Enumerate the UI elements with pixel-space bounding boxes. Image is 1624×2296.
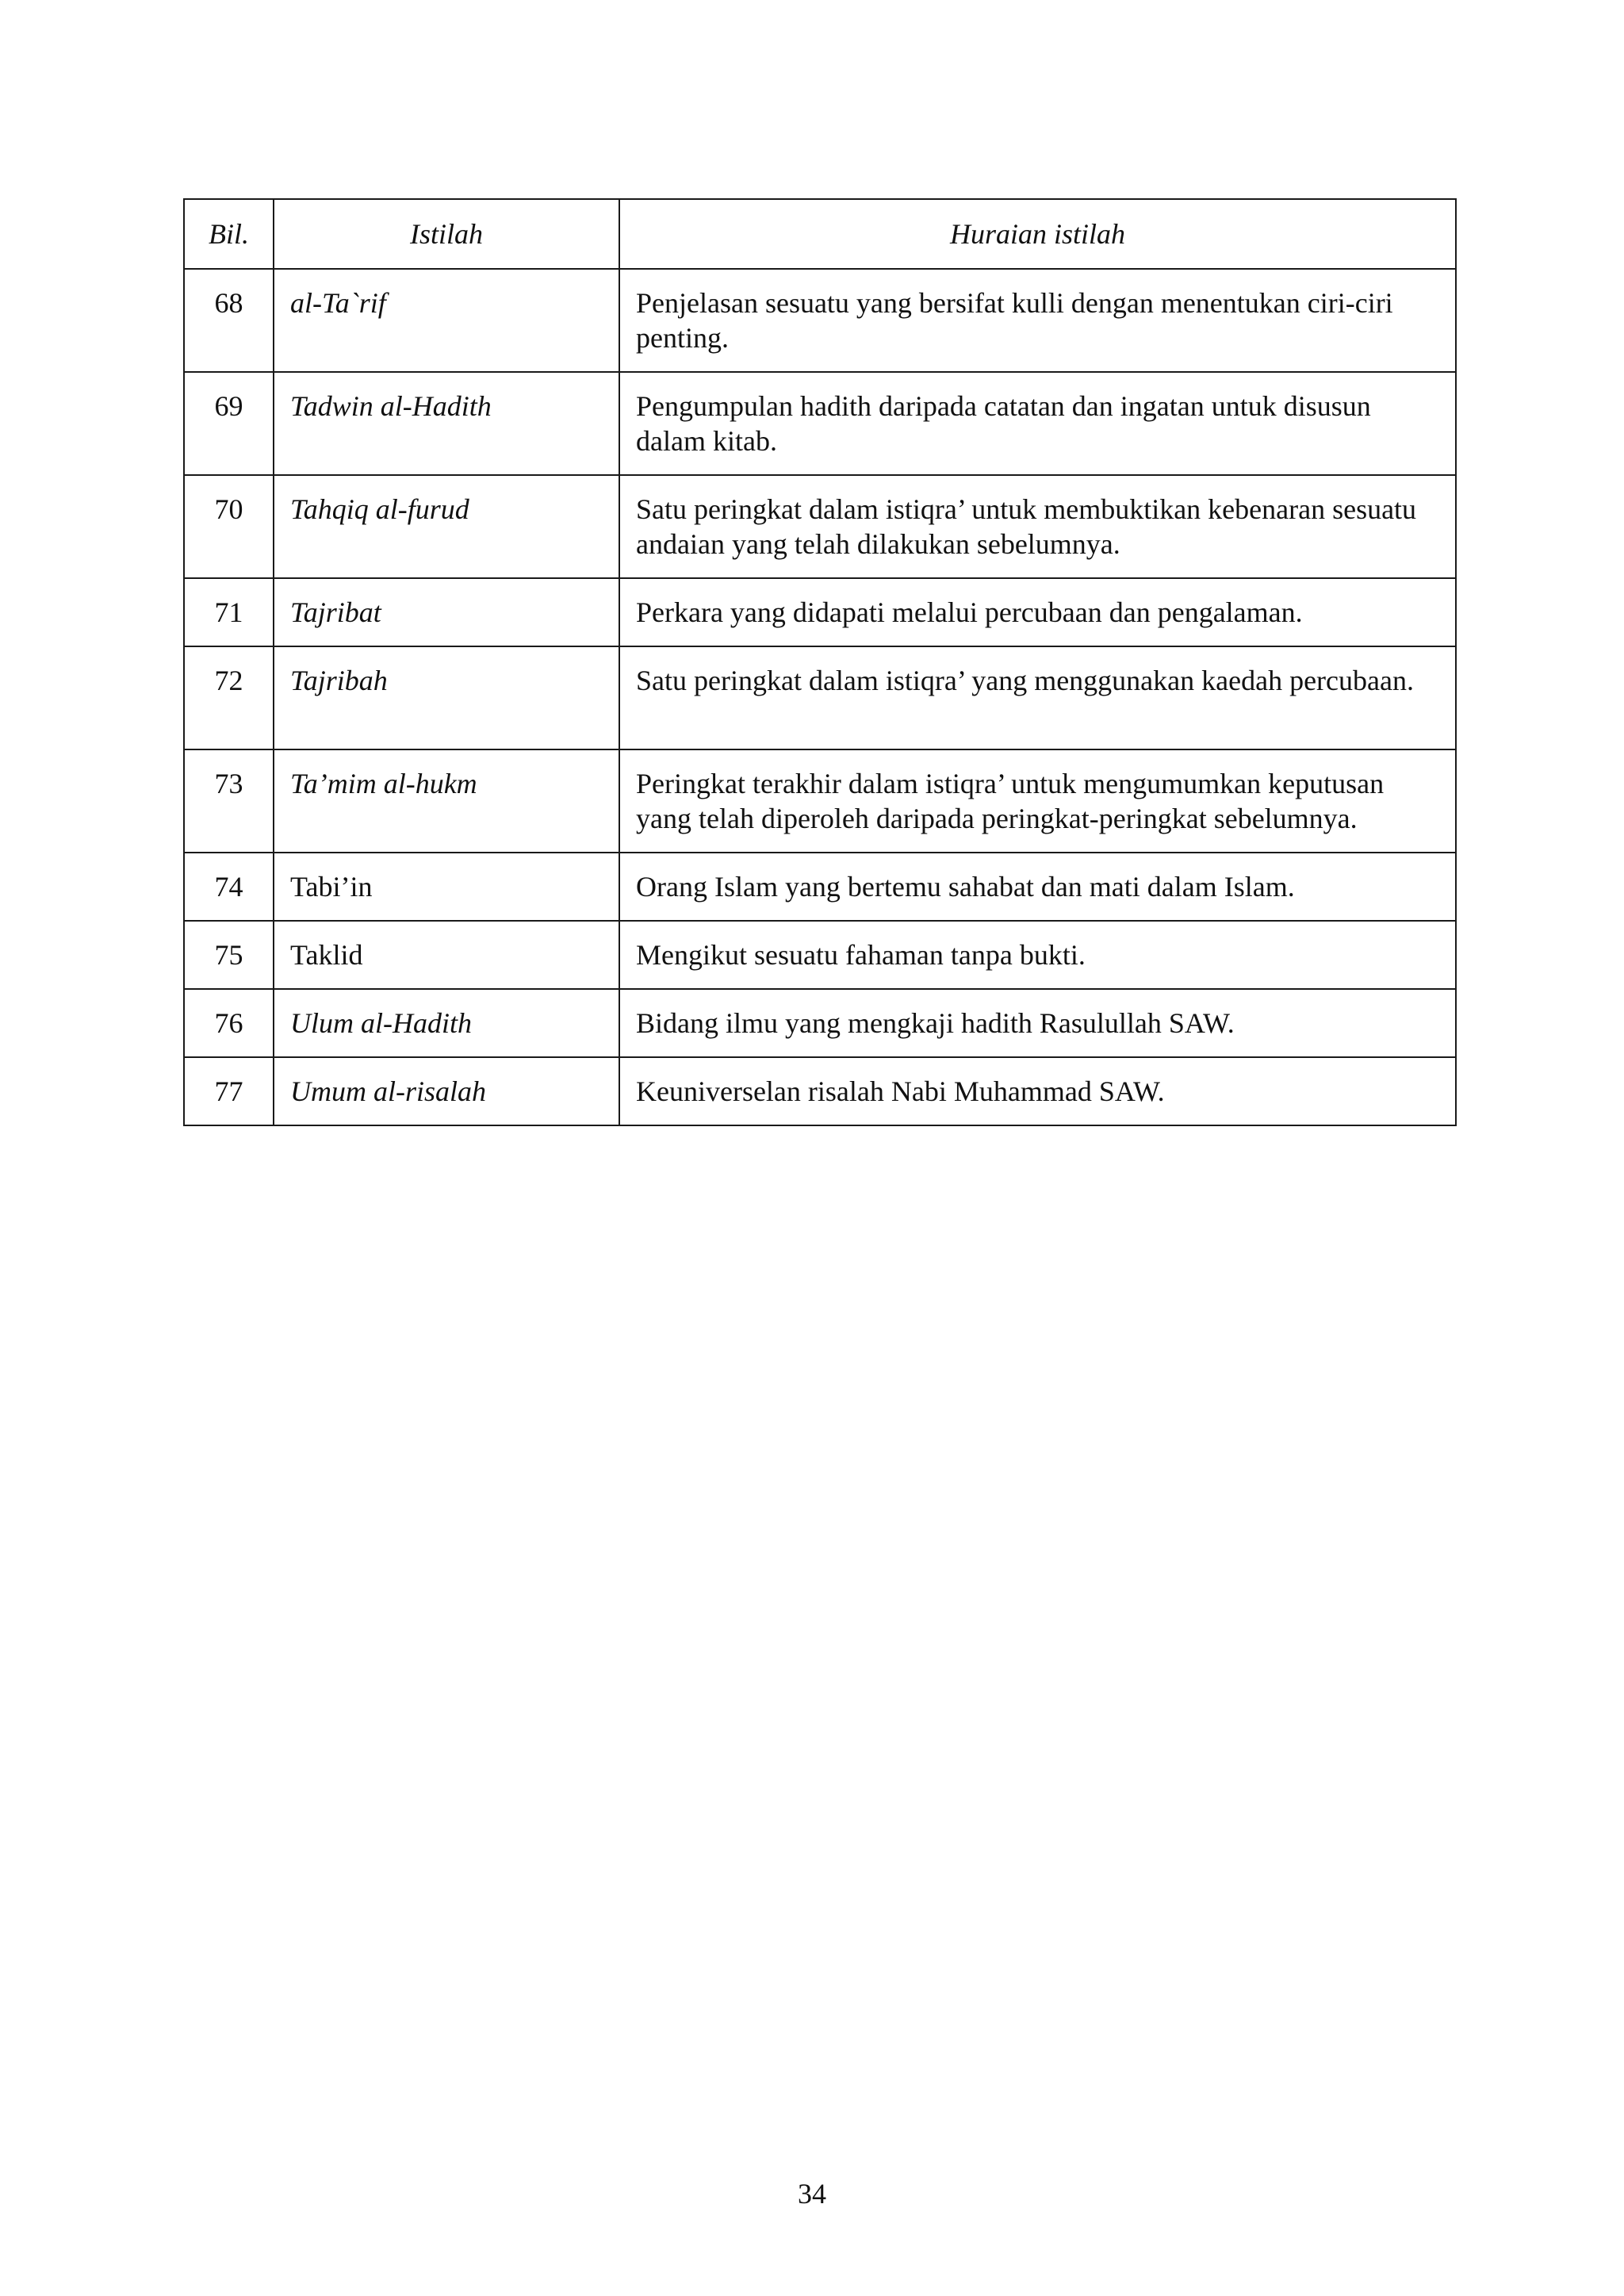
table-row — [184, 578, 1456, 646]
term-description: Pengumpulan hadith daripada catatan dan ingatan untuk disusun dalam kitab. — [619, 372, 1456, 475]
table-row — [184, 646, 1456, 749]
page-number: 34 — [798, 2178, 826, 2210]
term: al-Ta`rif — [274, 269, 619, 372]
table-row — [184, 1057, 1456, 1125]
header-huraian: Huraian istilah — [619, 199, 1456, 269]
term-description: Satu peringkat dalam istiqra’ yang menggunakan kaedah percubaan. — [619, 646, 1456, 749]
term-description: Penjelasan sesuatu yang bersifat kulli dengan menentukan ciri-ciri penting. — [619, 269, 1456, 372]
term: Umum al-risalah — [274, 1057, 619, 1125]
term: Ulum al-Hadith — [274, 989, 619, 1057]
row-number: 77 — [184, 1057, 274, 1125]
header-istilah: Istilah — [274, 199, 619, 269]
term-description: Keuniverselan risalah Nabi Muhammad SAW. — [619, 1057, 1456, 1125]
table-row — [184, 749, 1456, 853]
table-row — [184, 921, 1456, 989]
table-row — [184, 372, 1456, 475]
row-number: 73 — [184, 749, 274, 853]
row-number: 76 — [184, 989, 274, 1057]
term-description: Satu peringkat dalam istiqra’ untuk membuktikan kebenaran sesuatu andaian yang telah dilakukan sebelumnya. — [619, 475, 1456, 578]
row-number: 69 — [184, 372, 274, 475]
term-description: Bidang ilmu yang mengkaji hadith Rasulullah SAW. — [619, 989, 1456, 1057]
term: Tajribat — [274, 578, 619, 646]
term-description: Peringkat terakhir dalam istiqra’ untuk mengumumkan keputusan yang telah diperoleh daripada peringkat-peringkat sebelumnya. — [619, 749, 1456, 853]
row-number: 71 — [184, 578, 274, 646]
term: Tahqiq al-furud — [274, 475, 619, 578]
term-description: Mengikut sesuatu fahaman tanpa bukti. — [619, 921, 1456, 989]
glossary-body — [184, 269, 1456, 1125]
row-number: 74 — [184, 853, 274, 921]
table-row — [184, 269, 1456, 372]
term: Taklid — [274, 921, 619, 989]
table-row — [184, 853, 1456, 921]
term: Tabi’in — [274, 853, 619, 921]
header-bil: Bil. — [184, 199, 274, 269]
table-row — [184, 475, 1456, 578]
header-row — [184, 199, 1456, 269]
row-number: 72 — [184, 646, 274, 749]
term-description: Perkara yang didapati melalui percubaan dan pengalaman. — [619, 578, 1456, 646]
term: Tajribah — [274, 646, 619, 749]
glossary-table — [183, 198, 1457, 1126]
term: Ta’mim al-hukm — [274, 749, 619, 853]
row-number: 75 — [184, 921, 274, 989]
row-number: 68 — [184, 269, 274, 372]
term: Tadwin al-Hadith — [274, 372, 619, 475]
term-description: Orang Islam yang bertemu sahabat dan mati dalam Islam. — [619, 853, 1456, 921]
table-row — [184, 989, 1456, 1057]
row-number: 70 — [184, 475, 274, 578]
